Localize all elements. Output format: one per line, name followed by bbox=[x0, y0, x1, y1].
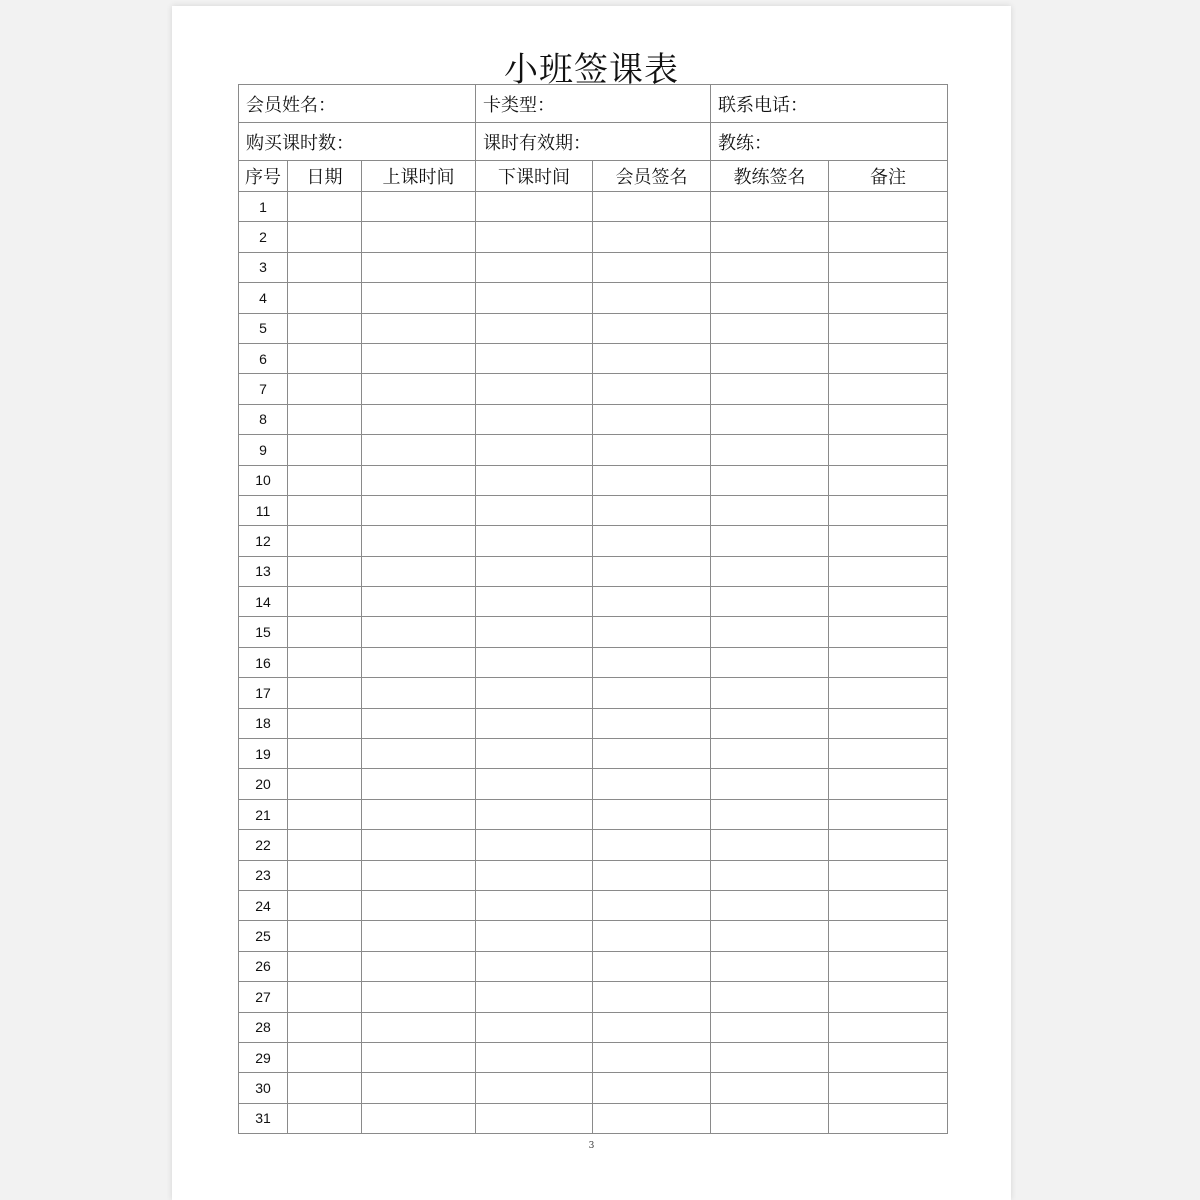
start-time-cell[interactable] bbox=[362, 1103, 476, 1133]
coach-signature-cell[interactable] bbox=[711, 404, 829, 434]
notes-cell[interactable] bbox=[829, 587, 948, 617]
notes-cell[interactable] bbox=[829, 708, 948, 738]
end-time-cell[interactable] bbox=[476, 982, 593, 1012]
end-time-cell[interactable] bbox=[476, 526, 593, 556]
start-time-cell[interactable] bbox=[362, 617, 476, 647]
start-time-cell[interactable] bbox=[362, 678, 476, 708]
date-cell[interactable] bbox=[288, 374, 362, 404]
member-signature-cell[interactable] bbox=[593, 617, 711, 647]
notes-cell[interactable] bbox=[829, 799, 948, 829]
member-signature-cell[interactable] bbox=[593, 343, 711, 373]
coach-signature-cell[interactable] bbox=[711, 860, 829, 890]
member-signature-cell[interactable] bbox=[593, 647, 711, 677]
coach-signature-cell[interactable] bbox=[711, 283, 829, 313]
end-time-cell[interactable] bbox=[476, 313, 593, 343]
coach-signature-cell[interactable] bbox=[711, 1103, 829, 1133]
end-time-cell[interactable] bbox=[476, 647, 593, 677]
date-cell[interactable] bbox=[288, 921, 362, 951]
member-signature-cell[interactable] bbox=[593, 374, 711, 404]
coach-signature-cell[interactable] bbox=[711, 799, 829, 829]
table-row bbox=[239, 222, 948, 252]
start-time-cell[interactable] bbox=[362, 799, 476, 829]
validity-period-field[interactable]: 课时有效期： bbox=[476, 123, 711, 161]
table-row bbox=[239, 343, 948, 373]
table-row bbox=[239, 708, 948, 738]
date-cell[interactable] bbox=[288, 951, 362, 981]
row-index: 3 bbox=[239, 252, 288, 282]
start-time-cell[interactable] bbox=[362, 739, 476, 769]
date-cell[interactable] bbox=[288, 465, 362, 495]
notes-cell[interactable] bbox=[829, 982, 948, 1012]
start-time-cell[interactable] bbox=[362, 283, 476, 313]
end-time-cell[interactable] bbox=[476, 495, 593, 525]
row-index: 18 bbox=[239, 708, 288, 738]
row-index: 24 bbox=[239, 890, 288, 920]
date-cell[interactable] bbox=[288, 283, 362, 313]
coach-signature-cell[interactable] bbox=[711, 1073, 829, 1103]
start-time-cell[interactable] bbox=[362, 343, 476, 373]
column-header-row bbox=[239, 161, 948, 192]
table-row bbox=[239, 283, 948, 313]
row-index: 14 bbox=[239, 587, 288, 617]
row-index: 16 bbox=[239, 647, 288, 677]
row-index: 22 bbox=[239, 830, 288, 860]
date-cell[interactable] bbox=[288, 890, 362, 920]
coach-signature-cell[interactable] bbox=[711, 465, 829, 495]
date-cell[interactable] bbox=[288, 556, 362, 586]
notes-cell[interactable] bbox=[829, 1073, 948, 1103]
start-time-cell[interactable] bbox=[362, 890, 476, 920]
start-time-cell[interactable] bbox=[362, 1042, 476, 1072]
date-cell[interactable] bbox=[288, 799, 362, 829]
member-signature-cell[interactable] bbox=[593, 951, 711, 981]
notes-cell[interactable] bbox=[829, 283, 948, 313]
row-index: 2 bbox=[239, 222, 288, 252]
end-time-cell[interactable] bbox=[476, 617, 593, 647]
row-index: 25 bbox=[239, 921, 288, 951]
date-cell[interactable] bbox=[288, 617, 362, 647]
date-cell[interactable] bbox=[288, 495, 362, 525]
row-index: 11 bbox=[239, 495, 288, 525]
member-signature-cell[interactable] bbox=[593, 192, 711, 222]
coach-signature-cell[interactable] bbox=[711, 435, 829, 465]
row-index: 27 bbox=[239, 982, 288, 1012]
row-index: 28 bbox=[239, 1012, 288, 1042]
row-index: 13 bbox=[239, 556, 288, 586]
date-cell[interactable] bbox=[288, 647, 362, 677]
col-header-index: 序号 bbox=[239, 161, 288, 192]
col-header-member-signature: 会员签名 bbox=[593, 161, 711, 192]
end-time-cell[interactable] bbox=[476, 343, 593, 373]
end-time-cell[interactable] bbox=[476, 1073, 593, 1103]
table-row bbox=[239, 252, 948, 282]
end-time-cell[interactable] bbox=[476, 435, 593, 465]
date-cell[interactable] bbox=[288, 708, 362, 738]
start-time-cell[interactable] bbox=[362, 921, 476, 951]
start-time-cell[interactable] bbox=[362, 252, 476, 282]
notes-cell[interactable] bbox=[829, 222, 948, 252]
start-time-cell[interactable] bbox=[362, 435, 476, 465]
end-time-cell[interactable] bbox=[476, 1042, 593, 1072]
table-row bbox=[239, 890, 948, 920]
end-time-cell[interactable] bbox=[476, 556, 593, 586]
page-number: 3 bbox=[588, 1141, 595, 1151]
table-row bbox=[239, 830, 948, 860]
date-cell[interactable] bbox=[288, 404, 362, 434]
row-index: 19 bbox=[239, 739, 288, 769]
row-index: 10 bbox=[239, 465, 288, 495]
coach-signature-cell[interactable] bbox=[711, 526, 829, 556]
date-cell[interactable] bbox=[288, 678, 362, 708]
start-time-cell[interactable] bbox=[362, 1073, 476, 1103]
row-index: 17 bbox=[239, 678, 288, 708]
member-signature-cell[interactable] bbox=[593, 799, 711, 829]
notes-cell[interactable] bbox=[829, 890, 948, 920]
coach-signature-cell[interactable] bbox=[711, 222, 829, 252]
end-time-cell[interactable] bbox=[476, 374, 593, 404]
notes-cell[interactable] bbox=[829, 495, 948, 525]
end-time-cell[interactable] bbox=[476, 678, 593, 708]
coach-signature-cell[interactable] bbox=[711, 374, 829, 404]
notes-cell[interactable] bbox=[829, 556, 948, 586]
coach-signature-cell[interactable] bbox=[711, 830, 829, 860]
table-row bbox=[239, 1073, 948, 1103]
start-time-cell[interactable] bbox=[362, 860, 476, 890]
end-time-cell[interactable] bbox=[476, 860, 593, 890]
start-time-cell[interactable] bbox=[362, 404, 476, 434]
table-row bbox=[239, 495, 948, 525]
coach-signature-cell[interactable] bbox=[711, 252, 829, 282]
start-time-cell[interactable] bbox=[362, 192, 476, 222]
row-index: 31 bbox=[239, 1103, 288, 1133]
member-signature-cell[interactable] bbox=[593, 890, 711, 920]
start-time-cell[interactable] bbox=[362, 526, 476, 556]
member-signature-cell[interactable] bbox=[593, 1012, 711, 1042]
date-cell[interactable] bbox=[288, 192, 362, 222]
notes-cell[interactable] bbox=[829, 1012, 948, 1042]
col-header-end-time: 下课时间 bbox=[476, 161, 593, 192]
coach-signature-cell[interactable] bbox=[711, 951, 829, 981]
date-cell[interactable] bbox=[288, 1103, 362, 1133]
notes-cell[interactable] bbox=[829, 921, 948, 951]
start-time-cell[interactable] bbox=[362, 222, 476, 252]
coach-signature-cell[interactable] bbox=[711, 1012, 829, 1042]
date-cell[interactable] bbox=[288, 982, 362, 1012]
member-signature-cell[interactable] bbox=[593, 495, 711, 525]
course-info-row bbox=[239, 123, 948, 161]
sheet-title: 小班签课表 bbox=[504, 50, 679, 90]
member-signature-cell[interactable] bbox=[593, 252, 711, 282]
table-row bbox=[239, 435, 948, 465]
row-index: 7 bbox=[239, 374, 288, 404]
table-row bbox=[239, 739, 948, 769]
start-time-cell[interactable] bbox=[362, 465, 476, 495]
end-time-cell[interactable] bbox=[476, 951, 593, 981]
member-signature-cell[interactable] bbox=[593, 860, 711, 890]
coach-signature-cell[interactable] bbox=[711, 587, 829, 617]
table-row bbox=[239, 799, 948, 829]
member-signature-cell[interactable] bbox=[593, 921, 711, 951]
table-row bbox=[239, 1042, 948, 1072]
row-index: 20 bbox=[239, 769, 288, 799]
table-row bbox=[239, 192, 948, 222]
table-row bbox=[239, 921, 948, 951]
coach-signature-cell[interactable] bbox=[711, 678, 829, 708]
member-signature-cell[interactable] bbox=[593, 313, 711, 343]
notes-cell[interactable] bbox=[829, 435, 948, 465]
notes-cell[interactable] bbox=[829, 313, 948, 343]
date-cell[interactable] bbox=[288, 222, 362, 252]
notes-cell[interactable] bbox=[829, 678, 948, 708]
col-header-notes: 备注 bbox=[829, 161, 948, 192]
member-signature-cell[interactable] bbox=[593, 283, 711, 313]
row-index: 9 bbox=[239, 435, 288, 465]
date-cell[interactable] bbox=[288, 860, 362, 890]
table-row bbox=[239, 1103, 948, 1133]
date-cell[interactable] bbox=[288, 587, 362, 617]
notes-cell[interactable] bbox=[829, 192, 948, 222]
table-row bbox=[239, 951, 948, 981]
date-cell[interactable] bbox=[288, 435, 362, 465]
date-cell[interactable] bbox=[288, 252, 362, 282]
end-time-cell[interactable] bbox=[476, 252, 593, 282]
member-info-row bbox=[239, 85, 948, 123]
end-time-cell[interactable] bbox=[476, 192, 593, 222]
notes-cell[interactable] bbox=[829, 739, 948, 769]
coach-signature-cell[interactable] bbox=[711, 982, 829, 1012]
table-row bbox=[239, 587, 948, 617]
start-time-cell[interactable] bbox=[362, 708, 476, 738]
row-index: 23 bbox=[239, 860, 288, 890]
coach-signature-cell[interactable] bbox=[711, 769, 829, 799]
coach-signature-cell[interactable] bbox=[711, 739, 829, 769]
col-header-start-time: 上课时间 bbox=[362, 161, 476, 192]
notes-cell[interactable] bbox=[829, 1103, 948, 1133]
date-cell[interactable] bbox=[288, 313, 362, 343]
col-header-coach-signature: 教练签名 bbox=[711, 161, 829, 192]
coach-signature-cell[interactable] bbox=[711, 890, 829, 920]
member-signature-cell[interactable] bbox=[593, 556, 711, 586]
table-row bbox=[239, 769, 948, 799]
coach-signature-cell[interactable] bbox=[711, 556, 829, 586]
end-time-cell[interactable] bbox=[476, 769, 593, 799]
end-time-cell[interactable] bbox=[476, 1012, 593, 1042]
row-index: 6 bbox=[239, 343, 288, 373]
end-time-cell[interactable] bbox=[476, 830, 593, 860]
coach-signature-cell[interactable] bbox=[711, 313, 829, 343]
coach-signature-cell[interactable] bbox=[711, 617, 829, 647]
end-time-cell[interactable] bbox=[476, 890, 593, 920]
member-signature-cell[interactable] bbox=[593, 1042, 711, 1072]
member-signature-cell[interactable] bbox=[593, 1103, 711, 1133]
member-signature-cell[interactable] bbox=[593, 769, 711, 799]
notes-cell[interactable] bbox=[829, 526, 948, 556]
start-time-cell[interactable] bbox=[362, 951, 476, 981]
member-signature-cell[interactable] bbox=[593, 708, 711, 738]
date-cell[interactable] bbox=[288, 1073, 362, 1103]
end-time-cell[interactable] bbox=[476, 587, 593, 617]
notes-cell[interactable] bbox=[829, 647, 948, 677]
start-time-cell[interactable] bbox=[362, 830, 476, 860]
notes-cell[interactable] bbox=[829, 1042, 948, 1072]
notes-cell[interactable] bbox=[829, 769, 948, 799]
notes-cell[interactable] bbox=[829, 374, 948, 404]
member-signature-cell[interactable] bbox=[593, 1073, 711, 1103]
table-row bbox=[239, 313, 948, 343]
card-type-field[interactable]: 卡类型： bbox=[476, 85, 711, 123]
member-signature-cell[interactable] bbox=[593, 404, 711, 434]
row-index: 26 bbox=[239, 951, 288, 981]
date-cell[interactable] bbox=[288, 769, 362, 799]
member-signature-cell[interactable] bbox=[593, 982, 711, 1012]
sign-in-sheet bbox=[172, 6, 1011, 1200]
coach-signature-cell[interactable] bbox=[711, 708, 829, 738]
table-row bbox=[239, 860, 948, 890]
coach-signature-cell[interactable] bbox=[711, 921, 829, 951]
coach-signature-cell[interactable] bbox=[711, 192, 829, 222]
member-signature-cell[interactable] bbox=[593, 587, 711, 617]
phone-field[interactable]: 联系电话： bbox=[711, 85, 948, 123]
notes-cell[interactable] bbox=[829, 830, 948, 860]
date-cell[interactable] bbox=[288, 343, 362, 373]
coach-field[interactable]: 教练： bbox=[711, 123, 948, 161]
table-row bbox=[239, 404, 948, 434]
end-time-cell[interactable] bbox=[476, 283, 593, 313]
table-row bbox=[239, 617, 948, 647]
end-time-cell[interactable] bbox=[476, 1103, 593, 1133]
row-index: 8 bbox=[239, 404, 288, 434]
sign-in-table bbox=[238, 84, 948, 1134]
start-time-cell[interactable] bbox=[362, 1012, 476, 1042]
start-time-cell[interactable] bbox=[362, 982, 476, 1012]
start-time-cell[interactable] bbox=[362, 556, 476, 586]
end-time-cell[interactable] bbox=[476, 708, 593, 738]
notes-cell[interactable] bbox=[829, 860, 948, 890]
row-index: 15 bbox=[239, 617, 288, 647]
table-row bbox=[239, 526, 948, 556]
end-time-cell[interactable] bbox=[476, 799, 593, 829]
member-signature-cell[interactable] bbox=[593, 465, 711, 495]
member-signature-cell[interactable] bbox=[593, 222, 711, 252]
end-time-cell[interactable] bbox=[476, 222, 593, 252]
notes-cell[interactable] bbox=[829, 951, 948, 981]
table-row bbox=[239, 678, 948, 708]
col-header-date: 日期 bbox=[288, 161, 362, 192]
start-time-cell[interactable] bbox=[362, 313, 476, 343]
coach-signature-cell[interactable] bbox=[711, 1042, 829, 1072]
notes-cell[interactable] bbox=[829, 465, 948, 495]
end-time-cell[interactable] bbox=[476, 921, 593, 951]
table-row bbox=[239, 647, 948, 677]
notes-cell[interactable] bbox=[829, 252, 948, 282]
end-time-cell[interactable] bbox=[476, 739, 593, 769]
member-signature-cell[interactable] bbox=[593, 526, 711, 556]
row-index: 12 bbox=[239, 526, 288, 556]
member-signature-cell[interactable] bbox=[593, 435, 711, 465]
row-index: 5 bbox=[239, 313, 288, 343]
row-index: 4 bbox=[239, 283, 288, 313]
member-signature-cell[interactable] bbox=[593, 739, 711, 769]
start-time-cell[interactable] bbox=[362, 769, 476, 799]
end-time-cell[interactable] bbox=[476, 465, 593, 495]
row-index: 29 bbox=[239, 1042, 288, 1072]
start-time-cell[interactable] bbox=[362, 495, 476, 525]
notes-cell[interactable] bbox=[829, 343, 948, 373]
table-row bbox=[239, 465, 948, 495]
purchased-hours-field[interactable]: 购买课时数： bbox=[239, 123, 476, 161]
date-cell[interactable] bbox=[288, 1042, 362, 1072]
member-signature-cell[interactable] bbox=[593, 678, 711, 708]
row-index: 21 bbox=[239, 799, 288, 829]
table-row bbox=[239, 982, 948, 1012]
table-row bbox=[239, 1012, 948, 1042]
row-index: 1 bbox=[239, 192, 288, 222]
date-cell[interactable] bbox=[288, 526, 362, 556]
start-time-cell[interactable] bbox=[362, 374, 476, 404]
member-name-field[interactable]: 会员姓名： bbox=[239, 85, 476, 123]
date-cell[interactable] bbox=[288, 830, 362, 860]
member-signature-cell[interactable] bbox=[593, 830, 711, 860]
coach-signature-cell[interactable] bbox=[711, 647, 829, 677]
coach-signature-cell[interactable] bbox=[711, 495, 829, 525]
coach-signature-cell[interactable] bbox=[711, 343, 829, 373]
end-time-cell[interactable] bbox=[476, 404, 593, 434]
date-cell[interactable] bbox=[288, 739, 362, 769]
start-time-cell[interactable] bbox=[362, 587, 476, 617]
table-row bbox=[239, 374, 948, 404]
table-row bbox=[239, 556, 948, 586]
date-cell[interactable] bbox=[288, 1012, 362, 1042]
notes-cell[interactable] bbox=[829, 617, 948, 647]
start-time-cell[interactable] bbox=[362, 647, 476, 677]
row-index: 30 bbox=[239, 1073, 288, 1103]
notes-cell[interactable] bbox=[829, 404, 948, 434]
